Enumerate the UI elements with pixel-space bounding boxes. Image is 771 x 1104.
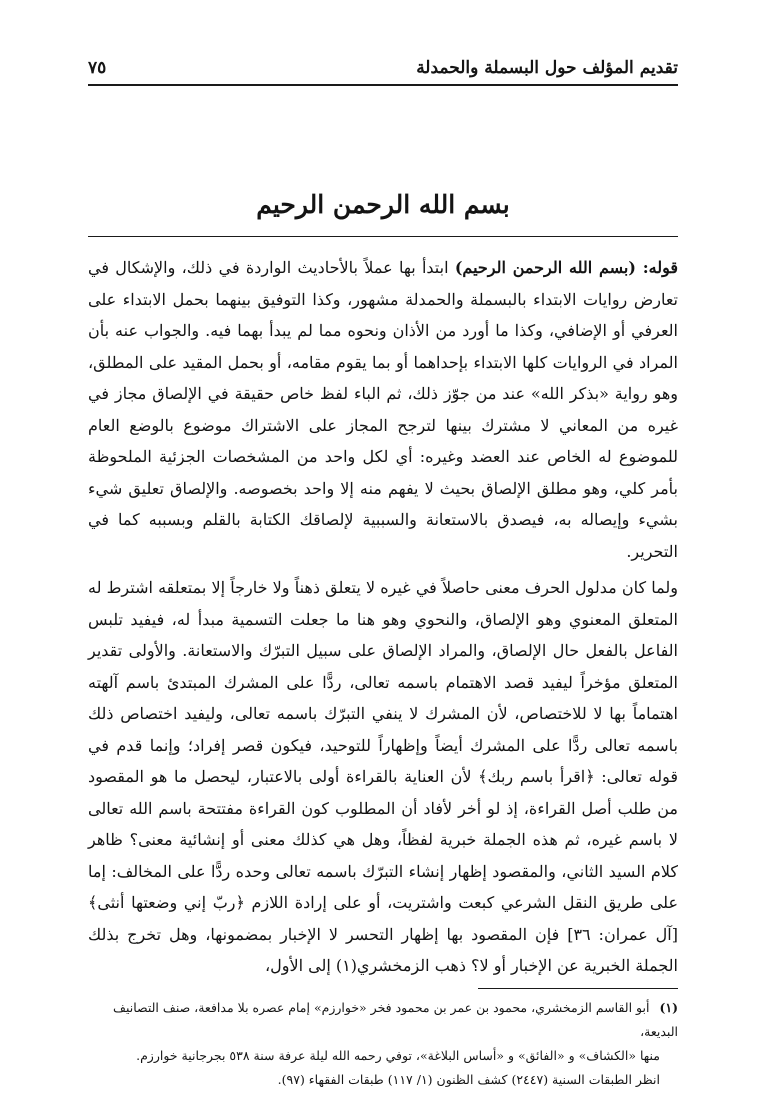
running-title: تقديم المؤلف حول البسملة والحمدلة [416,58,678,78]
footnote-number: (١) [659,1000,678,1015]
paragraph-1-text: ابتدأ بها عملاً بالأحاديث الواردة في ذلك، والإشكال في تعارض روايات الابتداء بالبسملة والحمدلة مشهور، وكذا التوفيق بينهما بحمل الابتداء على العرفي أو الإضافي، وكذا ما أورد من الأذان ونحوه مما لم يبدأ بهما فيه. والجواب عنه بأن المراد في الروايات كلها الابتداء بإحداهما أو بما يقوم مقامه، أو بحمل المقيد على المطلق، وهو رواية «بذكر الله» عند من جوّز ذلك، ثم الباء لفظ خاص حقيقة في الإلصاق مجاز في غيره من المعاني لا مشترك بينها لترجح المجاز على الاشتراك موضوع بالوضع العام للموضوع له الخاص عند العضد وغيره: أي لكل واحد من المشخصات الجزئية الملحوظة بأمر كلي، وهو مطلق الإلصاق بحيث لا يفهم منه إلا واحد بخصوصه. والإلصاق تعليق شيء بشيء وإيصاله به، فيصدق بالاستعانة والسببية لإلصاقك الكتابة بالقلم وبسببه كما في التحرير. [88,258,678,561]
heading-divider [88,236,678,237]
running-header [88,46,678,86]
footnote-line-1 [88,996,678,1044]
paragraph-2: ولما كان مدلول الحرف معنى حاصلاً في غيره لا يتعلق ذهناً ولا خارجاً إلا بمتعلقه اشترط له المتعلق المعنوي وهو الإلصاق، والنحوي وهو هنا ما جعلت التسمية مبدأ له، فيفيد تلبس الفاعل بالفعل حال الإلصاق، والمراد الإلصاق على سبيل التبرّك والاستعانة. والأولى تقدير المتعلق مؤخراً ليفيد قصد الاهتمام باسمه تعالى، ردًّا على المشرك المبتدئ باسم آلهته اهتماماً بها لا للاختصاص، لأن المشرك لا ينفي التبرّك باسمه تعالى، وليفيد اختصاص ذلك باسمه تعالى ردًّا على المشرك أيضاً وإظهاراً للتوحيد، فيكون قصر إفراد؛ وإنما قدم في قوله تعالى: ﴿اقرأ باسم ربك﴾ لأن العناية بالقراءة أولى بالاعتبار، ليحصل ما هو المقصود من طلب أصل القراءة، إذ لو أخر لأفاد أن المطلوب كون القراءة مفتتحة باسم الله تعالى لا باسم غيره، ثم هذه الجملة خبرية لفظاً، وهل هي كذلك معنى أو إنشائية معنى؟ ظاهر كلام السيد الثاني، والمقصود إظهار إنشاء التبرّك باسمه تعالى وحده ردًّا على المخالف: إما على طريق النقل الشرعي كبعت واشتريت، أو على إرادة اللازم ﴿ربّ إني وضعتها أنثى﴾ [آل عمران: ٣٦] فإن المقصود بها إظهار التحسر لا الإخبار بمضمونها، وهل تخرج بذلك الجملة الخبرية عن الإخبار أو لا؟ ذهب الزمخشري(١) إلى الأول، [88,578,679,975]
footnotes [88,996,678,1092]
paragraph-1 [88,252,678,567]
section-heading: بسم الله الرحمن الرحيم [256,190,510,219]
footnote-text-1: أبو القاسم الزمخشري، محمود بن عمر بن محمود فخر «خوارزم» إمام عصره بلا مدافعة، صنف التصانيف البديعة، [113,1000,678,1039]
footnote-line-3: انظر الطبقات السنية (٢٤٤٧) كشف الظنون (١/ ١١٧) طبقات الفقهاء (٩٧). [277,1072,660,1087]
page-number: ٧٥ [88,58,107,78]
footnote-divider [478,988,678,989]
paragraph-1-lead: قوله: (بسم الله الرحمن الرحيم) [454,258,678,277]
footnote-line-2: منها «الكشاف» و «الفائق» و «أساس البلاغة»، توفي رحمه الله ليلة عرفة سنة ٥٣٨ بجرجانية خوارزم. [136,1048,660,1063]
